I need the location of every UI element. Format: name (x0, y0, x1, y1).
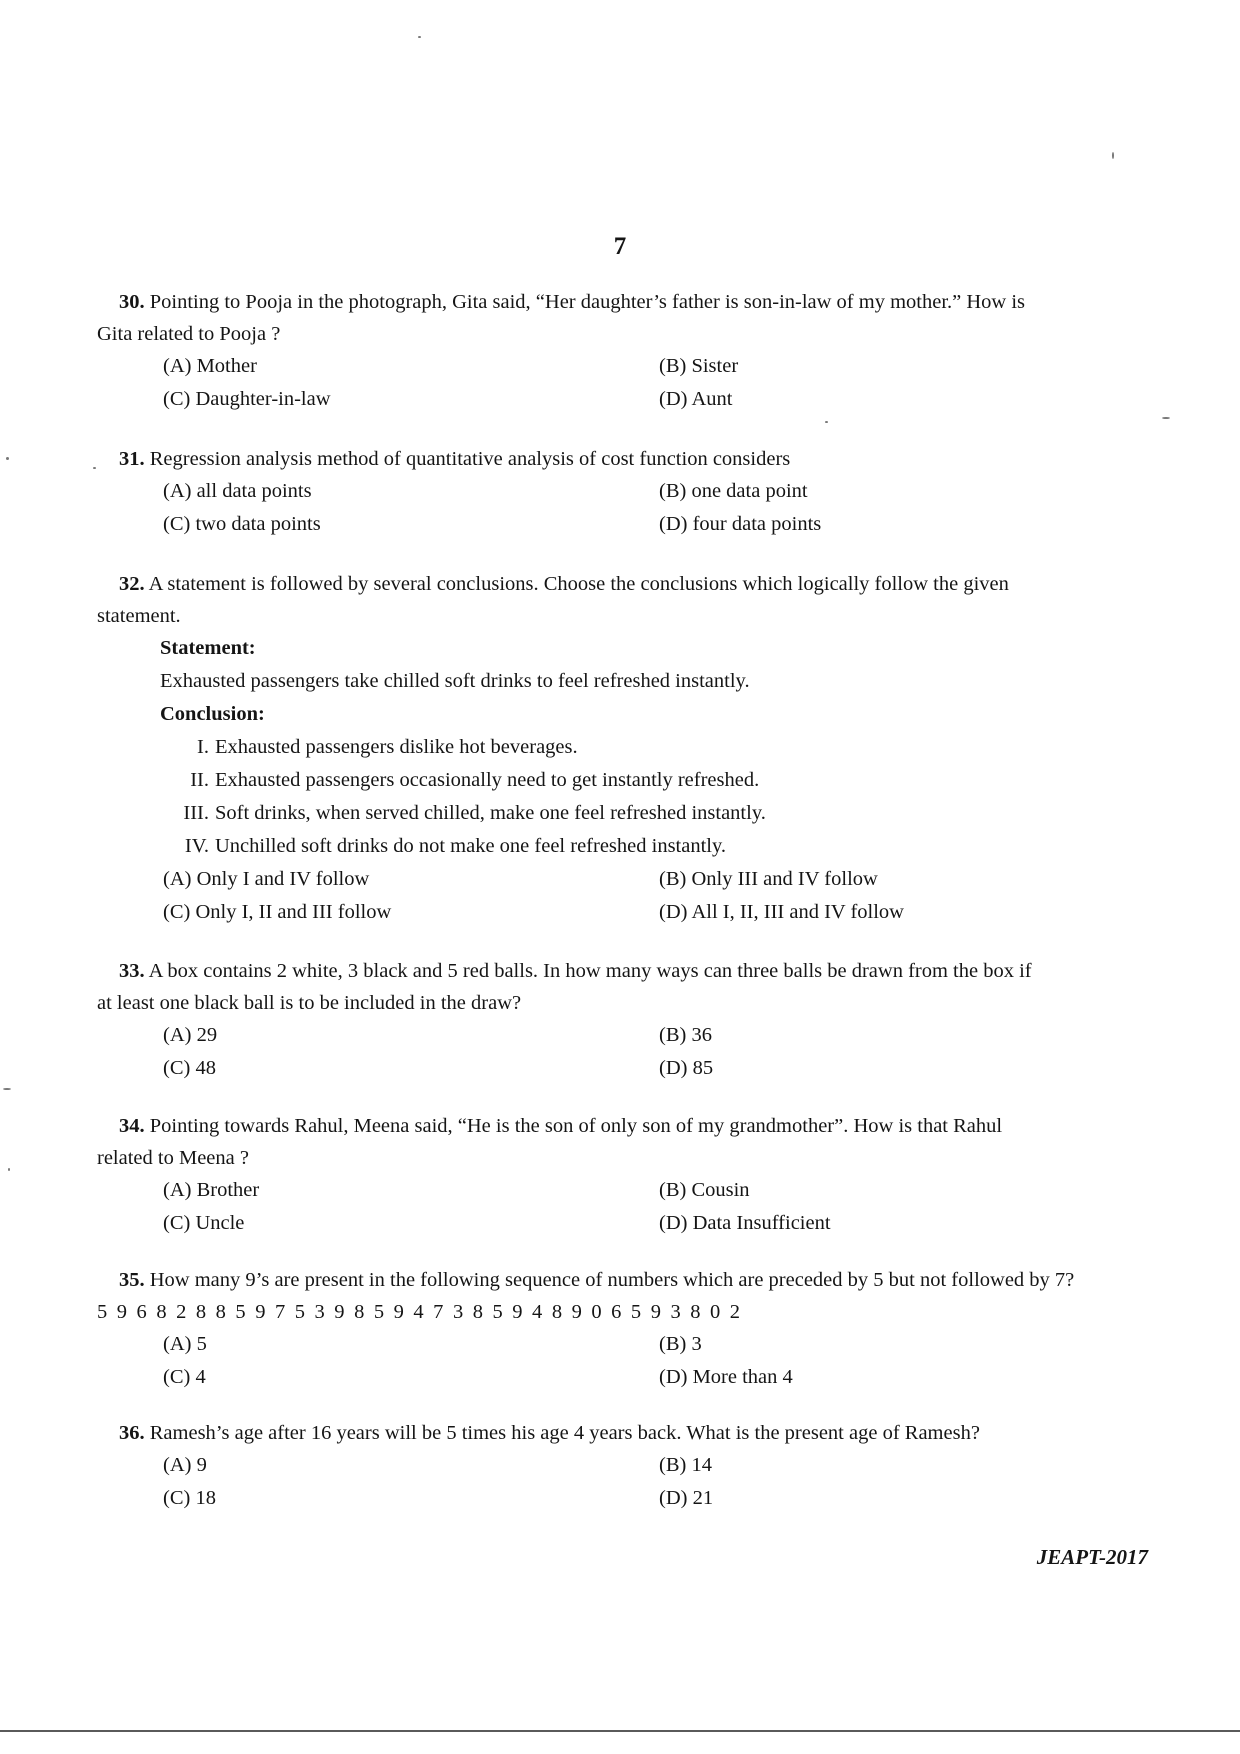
statement-label: Statement: (160, 637, 256, 659)
option-a: (A) Brother (163, 1179, 260, 1201)
option-d: (D) Data Insufficient (659, 1212, 831, 1234)
option-a: (A) 5 (163, 1333, 207, 1355)
question-34 (97, 1110, 1147, 1240)
question-32 (97, 568, 1147, 929)
conclusion-number: II. (190, 769, 209, 791)
option-a: (A) 9 (163, 1454, 207, 1476)
conclusion-number: IV. (184, 835, 209, 857)
options (163, 1449, 1123, 1515)
scan-speck (8, 1168, 10, 1171)
scan-speck (825, 421, 828, 423)
question-33 (97, 955, 1147, 1085)
conclusion-item (171, 830, 1147, 863)
option-b: (B) one data point (659, 480, 808, 502)
options (163, 350, 1123, 416)
option-b: (B) 3 (659, 1333, 702, 1355)
option-a: (A) Mother (163, 355, 257, 377)
option-c: (C) 4 (163, 1366, 206, 1388)
question-number: 30. (119, 291, 145, 313)
conclusion-text: Unchilled soft drinks do not make one feel refreshed instantly. (215, 835, 727, 857)
option-a: (A) 29 (163, 1024, 218, 1046)
question-text: Ramesh’s age after 16 years will be 5 times his age 4 years back. What is the present age of Ramesh? (149, 1422, 980, 1444)
scan-speck (93, 467, 96, 469)
option-c: (C) 48 (163, 1057, 216, 1079)
page-number: 7 (613, 233, 627, 260)
option-b: (B) Cousin (659, 1179, 750, 1201)
question-text: How many 9’s are present in the following sequence of numbers which are preceded by 5 but not followed by 7? (149, 1269, 1075, 1291)
option-d: (D) All I, II, III and IV follow (659, 901, 904, 923)
question-36 (97, 1417, 1147, 1515)
option-c: (C) two data points (163, 513, 321, 535)
option-b: (B) 36 (659, 1024, 712, 1046)
question-number: 32. (119, 573, 145, 595)
scan-speck (1112, 152, 1114, 159)
conclusion-text: Soft drinks, when served chilled, make one feel refreshed instantly. (215, 802, 766, 824)
option-d: (D) four data points (659, 513, 822, 535)
question-30 (97, 286, 1147, 416)
question-number: 34. (119, 1115, 145, 1137)
statement-text: Exhausted passengers take chilled soft drinks to feel refreshed instantly. (160, 670, 750, 692)
question-number: 33. (119, 960, 145, 982)
option-c: (C) Uncle (163, 1212, 245, 1234)
conclusion-text: Exhausted passengers occasionally need to get instantly refreshed. (215, 769, 760, 791)
options (163, 1019, 1123, 1085)
option-b: (B) Sister (659, 355, 739, 377)
option-d: (D) 21 (659, 1487, 714, 1509)
option-d: (D) More than 4 (659, 1366, 793, 1388)
question-text-cont: at least one black ball is to be included in the draw? (97, 992, 522, 1014)
scan-speck (418, 36, 421, 38)
option-d: (D) 85 (659, 1057, 714, 1079)
option-d: (D) Aunt (659, 388, 733, 410)
question-text-cont: statement. (97, 605, 181, 627)
option-c: (C) 18 (163, 1487, 216, 1509)
question-35 (97, 1264, 1147, 1394)
conclusion-item (171, 797, 1147, 830)
question-number: 35. (119, 1269, 145, 1291)
conclusion-number: I. (197, 736, 209, 758)
option-c: (C) Only I, II and III follow (163, 901, 392, 923)
question-text-cont: Gita related to Pooja ? (97, 323, 281, 345)
options (163, 1328, 1123, 1394)
question-number: 31. (119, 448, 145, 470)
exam-code-footer: JEAPT-2017 (1036, 1545, 1148, 1569)
scan-speck (6, 457, 9, 460)
conclusion-item (171, 764, 1147, 797)
options (163, 863, 1123, 929)
conclusion-item (171, 731, 1147, 764)
options (163, 475, 1123, 541)
scan-speck (3, 1088, 11, 1090)
question-text: Pointing to Pooja in the photograph, Gita said, “Her daughter’s father is son-in-law of my mother.” How is (149, 291, 1026, 313)
conclusion-text: Exhausted passengers dislike hot beverages. (215, 736, 578, 758)
options (163, 1174, 1123, 1240)
option-a: (A) all data points (163, 480, 312, 502)
question-text: A statement is followed by several conclusions. Choose the conclusions which logically follow the given (148, 573, 1009, 595)
conclusion-number: III. (183, 802, 209, 824)
option-c: (C) Daughter-in-law (163, 388, 331, 410)
question-number: 36. (119, 1422, 145, 1444)
scan-speck (1162, 417, 1170, 419)
option-b: (B) 14 (659, 1454, 712, 1476)
number-sequence: 5 9 6 8 2 8 8 5 9 7 5 3 9 8 5 9 4 7 3 8 5 9 4 8 9 0 6 5 9 3 8 0 2 (97, 1301, 743, 1323)
bottom-rule (0, 1730, 1240, 1732)
option-b: (B) Only III and IV follow (659, 868, 878, 890)
question-text: A box contains 2 white, 3 black and 5 red balls. In how many ways can three balls be drawn from the box if (148, 960, 1032, 982)
question-text-cont: related to Meena ? (97, 1147, 249, 1169)
question-31 (97, 443, 1147, 541)
conclusion-label: Conclusion: (160, 703, 265, 725)
option-a: (A) Only I and IV follow (163, 868, 370, 890)
question-text: Regression analysis method of quantitative analysis of cost function considers (149, 448, 791, 470)
question-text: Pointing towards Rahul, Meena said, “He is the son of only son of my grandmother”. How is that Rahul (149, 1115, 1003, 1137)
